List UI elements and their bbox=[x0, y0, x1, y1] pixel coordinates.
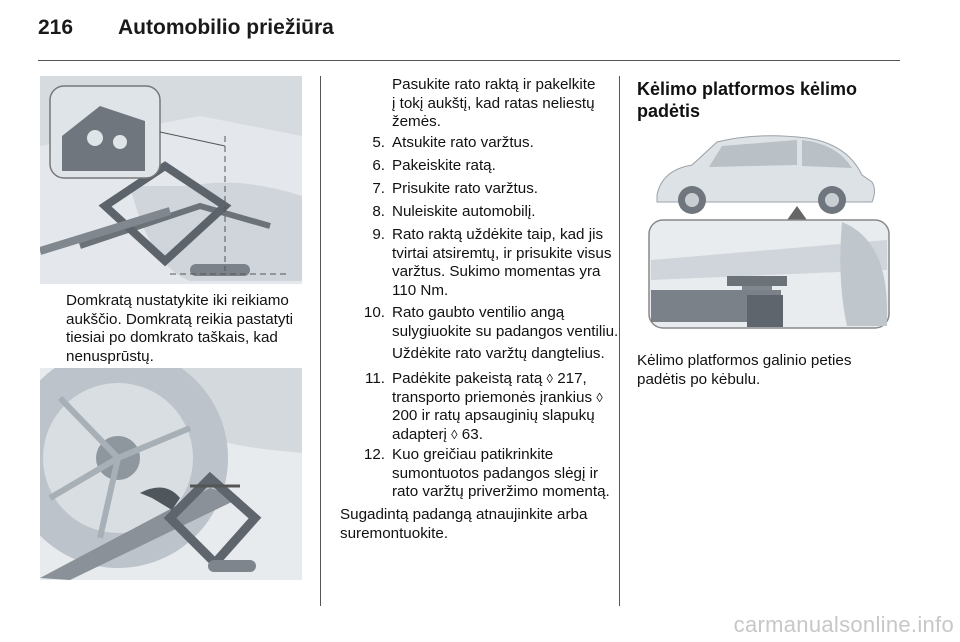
column-divider-1 bbox=[320, 76, 321, 606]
step-number: 12. bbox=[363, 446, 385, 463]
page-number: 216 bbox=[38, 16, 74, 39]
step-text: Padėkite pakeistą ratą ◊ 217, transporto priemonės įrankius ◊ 200 ir ratų apsauginių slapukų adapterį ◊ 63. bbox=[392, 370, 603, 443]
jack-placement-illustration bbox=[40, 76, 302, 284]
header-rule bbox=[38, 60, 900, 61]
step-extra-text: Uždėkite rato varžtų dangtelius. bbox=[392, 345, 605, 362]
step-number: 7. bbox=[372, 180, 385, 197]
jack-lifting-illustration bbox=[40, 368, 302, 580]
lift-point-caption: Kėlimo platformos galinio peties padėtis po kėbulu. bbox=[637, 352, 852, 388]
cross-reference-icon: ◊ bbox=[546, 371, 553, 386]
step-text: Nuleiskite automobilį. bbox=[392, 203, 536, 220]
lift-instruction-intro: Pasukite rato raktą ir pakelkite į tokį aukštį, kad ratas neliestų žemės. bbox=[392, 76, 596, 130]
tire-repair-note: Sugadintą padangą atnaujinkite arba suremontuokite. bbox=[340, 506, 588, 542]
step-text: Kuo greičiau patikrinkite sumontuotos padangos slėgį ir rato varžtų priveržimo momentą. bbox=[392, 446, 610, 500]
step-text: Prisukite rato varžtus. bbox=[392, 180, 539, 197]
page-title: Automobilio priežiūra bbox=[118, 16, 334, 39]
cross-reference-icon: ◊ bbox=[451, 426, 458, 442]
step-number: 5. bbox=[372, 134, 385, 151]
cross-reference-icon: ◊ bbox=[596, 389, 603, 405]
step-number: 8. bbox=[372, 203, 385, 220]
watermark: carmanualsonline.info bbox=[733, 612, 954, 637]
section-heading: Kėlimo platformos kėlimo padėtis bbox=[637, 79, 858, 121]
step-number: 6. bbox=[372, 157, 385, 174]
step-number: 10. bbox=[363, 304, 385, 321]
lift-point-illustration bbox=[647, 130, 900, 330]
step-text: Pakeiskite ratą. bbox=[392, 157, 496, 174]
step-text: Rato gaubto ventilio angą sulygiuokite su padangos ventiliu. bbox=[392, 304, 619, 340]
step-number: 9. bbox=[372, 226, 385, 243]
page-reference-link[interactable]: 200 bbox=[392, 407, 418, 424]
page-reference-link[interactable]: 217 bbox=[557, 370, 583, 387]
step-text: Rato raktą uždėkite taip, kad jis tvirtai atsiremtų, ir prisukite visus varžtus. Sukimo momentas yra 110 Nm. bbox=[392, 226, 612, 299]
column-divider-2 bbox=[619, 76, 620, 606]
step-text: Atsukite rato varžtus. bbox=[392, 134, 534, 151]
step-number: 11. bbox=[365, 370, 385, 387]
page-reference-link[interactable]: 63 bbox=[461, 425, 479, 443]
jack-height-caption: Domkratą nustatykite iki reikiamo aukščio. Domkratą reikia pastatyti tiesiai po domkrato taškais, kad nenusprūstų. bbox=[66, 292, 294, 365]
